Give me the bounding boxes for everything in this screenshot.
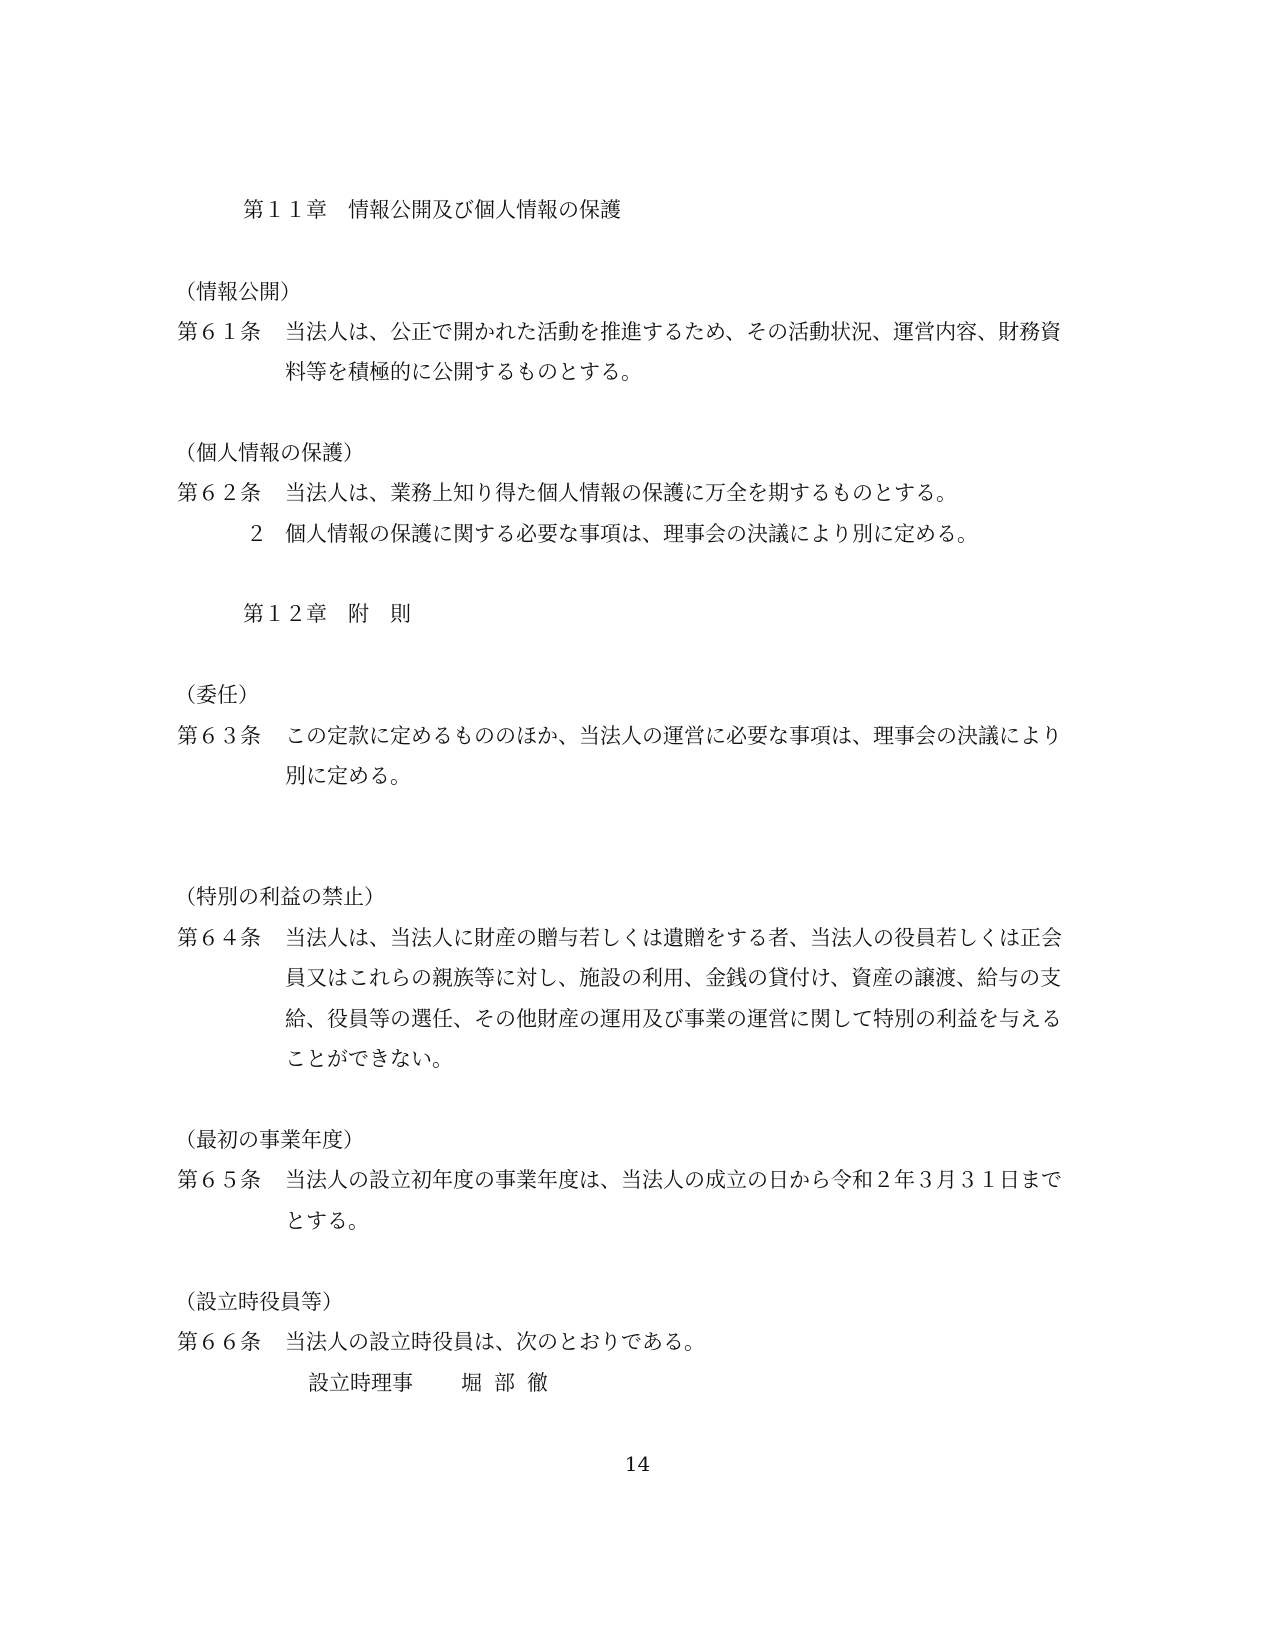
article-62-paragraph-2-number: ２ [246,522,267,546]
article-62-caption: （個人情報の保護） [175,441,364,465]
article-66-line-1: 当法人の設立時役員は、次のとおりである。 [285,1330,705,1354]
article-64-line-2: 員又はこれらの親族等に対し、施設の利用、金銭の貸付け、資産の譲渡、給与の支 [285,966,1062,990]
article-64-number: 第６４条 [177,926,261,950]
article-66-number: 第６６条 [177,1330,261,1354]
article-64-line-4: ことができない。 [285,1047,453,1071]
article-62-line-1: 当法人は、業務上知り得た個人情報の保護に万全を期するものとする。 [285,481,957,505]
article-62-number: 第６２条 [177,481,261,505]
article-62-paragraph-2-text: 個人情報の保護に関する必要な事項は、理事会の決議により別に定める。 [285,522,978,546]
article-61-line-2: 料等を積極的に公開するものとする。 [285,360,642,384]
founding-director-name: 堀部徹 [461,1371,560,1395]
article-63-line-1: この定款に定めるもののほか、当法人の運営に必要な事項は、理事会の決議により [285,724,1062,748]
chapter-12-title: 第１２章 附 則 [243,602,411,626]
founding-director-role: 設立時理事 [308,1371,413,1395]
article-64-line-1: 当法人は、当法人に財産の贈与若しくは遺贈をする者、当法人の役員若しくは正会 [285,926,1062,950]
chapter-11-title: 第１１章 情報公開及び個人情報の保護 [243,198,621,222]
article-61-caption: （情報公開） [175,280,301,304]
article-65-line-2: とする。 [285,1209,369,1233]
article-65-line-1: 当法人の設立初年度の事業年度は、当法人の成立の日から令和２年３月３１日まで [285,1168,1062,1192]
article-65-caption: （最初の事業年度） [175,1128,364,1152]
article-61-line-1: 当法人は、公正で開かれた活動を推進するため、その活動状況、運営内容、財務資 [285,320,1062,344]
page-number: 14 [624,1452,651,1476]
article-65-number: 第６５条 [177,1168,261,1192]
article-63-line-2: 別に定める。 [285,764,411,788]
article-64-caption: （特別の利益の禁止） [175,885,385,909]
article-66-caption: （設立時役員等） [175,1290,343,1314]
article-63-caption: （委任） [175,683,259,707]
article-61-number: 第６１条 [177,320,261,344]
article-63-number: 第６３条 [177,724,261,748]
article-64-line-3: 給、役員等の選任、その他財産の運用及び事業の運営に関して特別の利益を与える [285,1007,1062,1031]
